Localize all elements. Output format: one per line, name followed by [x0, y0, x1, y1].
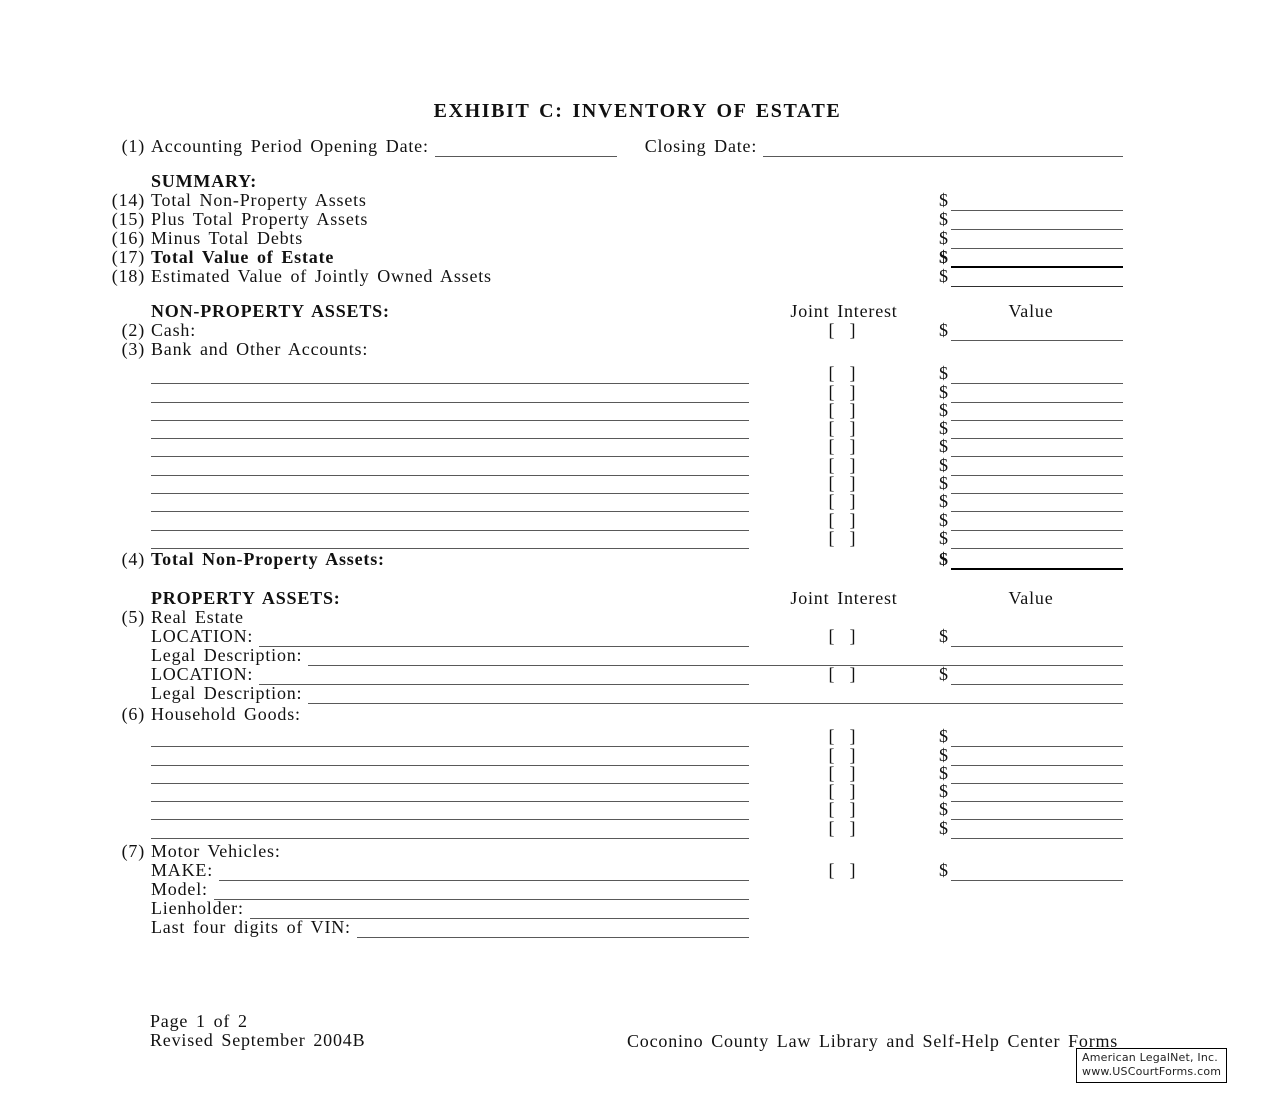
- joint-interest-checkbox[interactable]: [ ]: [828, 491, 860, 512]
- dollar-sign: $: [939, 817, 949, 838]
- asset-description-field[interactable]: [151, 783, 749, 784]
- dollar-sign: $: [939, 762, 949, 783]
- revision-note: Revised September 2004B: [150, 1030, 366, 1050]
- item-number: (16): [111, 228, 145, 248]
- dollar-sign: $: [939, 381, 949, 402]
- dollar-sign: $: [939, 744, 949, 765]
- non-property-heading: NON-PROPERTY ASSETS:: [151, 301, 390, 321]
- joint-interest-column-header: Joint Interest: [790, 587, 898, 608]
- vin-label: Last four digits of VIN:: [151, 916, 351, 937]
- joint-interest-checkbox[interactable]: [ ]: [828, 399, 860, 420]
- asset-description-field[interactable]: [151, 838, 749, 839]
- asset-description-field[interactable]: [151, 383, 749, 384]
- asset-description-field[interactable]: [151, 765, 749, 766]
- joint-interest-checkbox[interactable]: [ ]: [828, 799, 860, 820]
- dollar-sign: $: [939, 436, 949, 457]
- household-goods-label-row: [97, 703, 1275, 725]
- asset-description-field[interactable]: [151, 420, 749, 421]
- value-column-header: Value: [1008, 301, 1054, 321]
- motor-vehicles-label: Motor Vehicles:: [151, 840, 281, 861]
- asset-row: [97, 817, 1275, 838]
- bank-accounts-label: Bank and Other Accounts:: [151, 339, 369, 359]
- joint-interest-checkbox[interactable]: [ ]: [828, 817, 860, 838]
- summary-label: Total Value of Estate: [151, 247, 335, 267]
- make-label: MAKE:: [151, 859, 213, 880]
- summary-label: Minus Total Debts: [151, 228, 304, 248]
- dollar-sign: $: [939, 266, 949, 286]
- dollar-sign: $: [939, 454, 949, 475]
- joint-interest-checkbox[interactable]: [ ]: [828, 859, 860, 880]
- dollar-sign: $: [939, 625, 949, 646]
- item-number: (17): [111, 247, 145, 267]
- item-number: (14): [111, 190, 145, 210]
- asset-description-field[interactable]: [151, 493, 749, 494]
- total-non-property-row: [97, 549, 1275, 570]
- dollar-sign: $: [939, 363, 949, 384]
- item-number: (3): [121, 339, 145, 359]
- asset-description-field[interactable]: [151, 438, 749, 439]
- dollar-sign: $: [939, 799, 949, 820]
- asset-description-field[interactable]: [151, 530, 749, 531]
- asset-description-field[interactable]: [151, 475, 749, 476]
- summary-label: Total Non-Property Assets: [151, 190, 367, 210]
- item-number: (15): [111, 209, 145, 229]
- dollar-sign: $: [939, 548, 949, 569]
- item-number: (6): [121, 703, 145, 724]
- page-number: Page 1 of 2: [150, 1011, 248, 1031]
- property-heading: PROPERTY ASSETS:: [151, 587, 341, 608]
- real-estate-label: Real Estate: [151, 606, 244, 627]
- joint-interest-checkbox[interactable]: [ ]: [828, 781, 860, 802]
- value-column-header: Value: [1008, 587, 1054, 608]
- asset-description-field[interactable]: [151, 402, 749, 403]
- asset-description-field[interactable]: [151, 819, 749, 820]
- asset-row: [97, 527, 1275, 549]
- joint-interest-checkbox[interactable]: [ ]: [828, 363, 860, 384]
- joint-interest-checkbox[interactable]: [ ]: [828, 625, 860, 646]
- item-number: (5): [121, 606, 145, 627]
- vin-field[interactable]: [357, 937, 749, 938]
- asset-description-field[interactable]: [151, 746, 749, 747]
- opening-date-label: Accounting Period Opening Date:: [151, 136, 429, 156]
- household-goods-label: Household Goods:: [151, 703, 301, 724]
- dollar-sign: $: [939, 190, 949, 210]
- joint-interest-checkbox[interactable]: [ ]: [828, 509, 860, 530]
- joint-interest-checkbox[interactable]: [ ]: [828, 762, 860, 783]
- bank-accounts-label-row: [97, 341, 1275, 360]
- dollar-sign: $: [939, 473, 949, 494]
- legal-description-row-2: [97, 682, 1275, 704]
- total-non-property-label: Total Non-Property Assets:: [151, 548, 385, 569]
- summary-label: Estimated Value of Jointly Owned Assets: [151, 266, 492, 286]
- joint-interest-checkbox[interactable]: [ ]: [828, 454, 860, 475]
- footer-left-block: [150, 1012, 365, 1050]
- asset-description-field[interactable]: [151, 801, 749, 802]
- total-non-property-value-field[interactable]: [951, 568, 1123, 570]
- joint-interest-column-header: Joint Interest: [790, 301, 898, 321]
- joint-interest-checkbox[interactable]: [ ]: [828, 320, 860, 340]
- dollar-sign: $: [939, 320, 949, 340]
- lienholder-label: Lienholder:: [151, 897, 244, 918]
- joint-interest-checkbox[interactable]: [ ]: [828, 381, 860, 402]
- cash-label: Cash:: [151, 320, 197, 340]
- dollar-sign: $: [939, 491, 949, 512]
- joint-interest-checkbox[interactable]: [ ]: [828, 418, 860, 439]
- dollar-sign: $: [939, 209, 949, 229]
- bank-account-rows: [97, 363, 1275, 549]
- household-goods-rows: [97, 726, 1275, 839]
- summary-row-18: [97, 268, 1275, 287]
- closing-date-label: Closing Date:: [644, 136, 758, 156]
- value-field[interactable]: [951, 838, 1123, 839]
- dollar-sign: $: [939, 228, 949, 248]
- opening-date-field[interactable]: [435, 156, 617, 157]
- item-number: (4): [121, 548, 145, 569]
- legal-description-label: Legal Description:: [151, 644, 303, 665]
- location-label: LOCATION:: [151, 663, 254, 684]
- model-label: Model:: [151, 878, 208, 899]
- joint-interest-checkbox[interactable]: [ ]: [828, 436, 860, 457]
- dollar-sign: $: [939, 781, 949, 802]
- dollar-sign: $: [939, 247, 949, 267]
- summary-heading: SUMMARY:: [151, 171, 258, 191]
- dollar-sign: $: [939, 663, 949, 684]
- item-number: (2): [121, 320, 145, 340]
- legalnet-url: www.USCourtForms.com: [1082, 1065, 1222, 1078]
- joint-interest-checkbox[interactable]: [ ]: [828, 527, 860, 548]
- dollar-sign: $: [939, 418, 949, 439]
- footer-organization: Coconino County Law Library and Self-Help Center Forms: [627, 1031, 1119, 1051]
- dollar-sign: $: [939, 726, 949, 747]
- cash-value-field[interactable]: [951, 340, 1123, 341]
- asset-description-field[interactable]: [151, 511, 749, 512]
- summary-label: Plus Total Property Assets: [151, 209, 369, 229]
- dollar-sign: $: [939, 509, 949, 530]
- joint-interest-checkbox[interactable]: [ ]: [828, 473, 860, 494]
- dollar-sign: $: [939, 527, 949, 548]
- location-label: LOCATION:: [151, 625, 254, 646]
- joint-interest-checkbox[interactable]: [ ]: [828, 744, 860, 765]
- dollar-sign: $: [939, 399, 949, 420]
- item-number: (1): [121, 136, 145, 156]
- legalnet-company: American LegalNet, Inc.: [1082, 1051, 1218, 1064]
- legal-description-label: Legal Description:: [151, 682, 303, 703]
- page-title: EXHIBIT C: INVENTORY OF ESTATE: [433, 100, 842, 122]
- item-number: (18): [111, 266, 145, 286]
- vehicle-value-field[interactable]: [951, 880, 1123, 881]
- legalnet-stamp: [1076, 1048, 1227, 1083]
- joint-interest-checkbox[interactable]: [ ]: [828, 726, 860, 747]
- jointly-owned-assets-field[interactable]: [951, 286, 1123, 287]
- vin-row: [97, 916, 1275, 938]
- joint-interest-checkbox[interactable]: [ ]: [828, 663, 860, 684]
- asset-description-field[interactable]: [151, 456, 749, 457]
- dollar-sign: $: [939, 859, 949, 880]
- closing-date-field[interactable]: [763, 156, 1123, 157]
- item-number: (7): [121, 840, 145, 861]
- accounting-period-row: [97, 138, 1275, 157]
